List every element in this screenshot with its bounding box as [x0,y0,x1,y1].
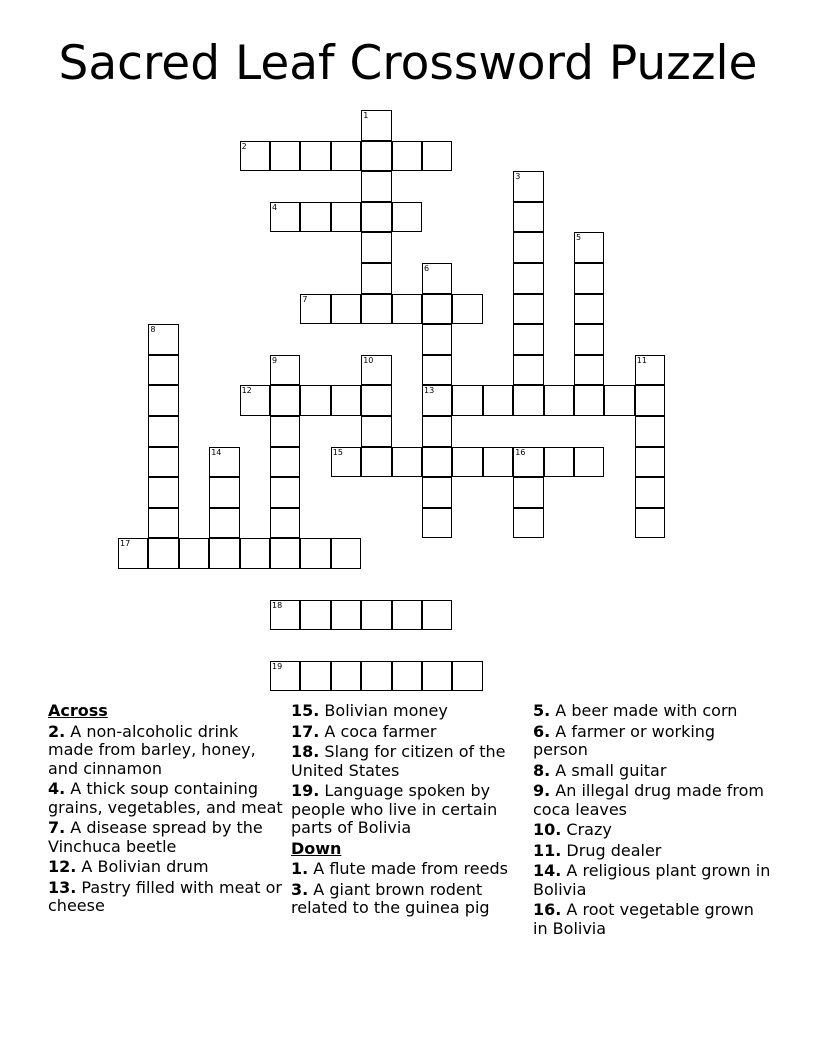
grid-cell[interactable] [270,477,300,508]
clue-item-text: A disease spread by the Vinchuca beetle [48,818,263,856]
grid-cell[interactable] [300,538,330,569]
grid-cell[interactable] [148,508,178,539]
clue-number: 3 [515,172,521,182]
grid-cell[interactable] [513,324,543,355]
grid-cell[interactable] [392,141,422,172]
clue-item-number: 10. [533,820,562,839]
clue-item-number: 19. [291,781,320,800]
clue-item-text: Language spoken by people who live in certain parts of Bolivia [291,781,498,837]
grid-cell[interactable] [240,538,270,569]
grid-cell[interactable] [422,477,452,508]
grid-cell[interactable] [422,355,452,386]
grid-cell[interactable] [513,171,543,202]
clue-number: 8 [150,325,156,335]
grid-cell[interactable] [604,385,634,416]
clue-heading: Down [291,838,342,858]
page-title: Sacred Leaf Crossword Puzzle [58,36,758,91]
grid-cell[interactable] [392,202,422,233]
clue-item [291,881,526,918]
grid-cell[interactable] [240,385,270,416]
grid-cell[interactable] [361,202,391,233]
grid-cell[interactable] [574,263,604,294]
grid-cell[interactable] [361,232,391,263]
clue-number: 14 [211,447,222,457]
grid-cell[interactable] [209,508,239,539]
grid-cell[interactable] [270,355,300,386]
grid-cell[interactable] [422,263,452,294]
grid-cell[interactable] [483,385,513,416]
grid-cell[interactable] [635,477,665,508]
grid-cell[interactable] [544,447,574,478]
grid-cell[interactable] [513,294,543,325]
grid-cell[interactable] [148,538,178,569]
grid-cell[interactable] [148,447,178,478]
clue-item-text: A non-alcoholic drink made from barley, honey, and cinnamon [48,721,256,778]
grid-cell[interactable] [300,141,330,172]
clue-item [291,723,526,742]
grid-cell[interactable] [422,416,452,447]
grid-cell[interactable] [270,508,300,539]
clue-item-text: An illegal drug made from coca leaves [533,781,764,819]
grid-cell[interactable] [422,294,452,325]
grid-cell[interactable] [361,141,391,172]
clue-item-number: 12. [48,857,77,876]
clue-item-number: 9. [533,781,551,800]
clue-item [48,819,283,856]
grid-cell[interactable] [422,141,452,172]
clue-item-number: 13. [48,877,77,897]
grid-cell[interactable] [422,600,452,631]
clue-item [291,782,526,838]
grid-cell[interactable] [422,661,452,692]
grid-cell[interactable] [422,508,452,539]
clue-item [48,780,283,817]
grid-cell[interactable] [513,477,543,508]
grid-cell[interactable] [331,661,361,692]
clue-item-text: Slang for citizen of the United States [291,742,506,780]
grid-cell[interactable] [392,294,422,325]
grid-cell[interactable] [635,385,665,416]
clue-column-2 [291,702,526,920]
grid-cell[interactable] [300,202,330,233]
grid-cell[interactable] [361,661,391,692]
clue-item-text: A beer made with corn [550,701,738,720]
grid-cell[interactable] [331,447,361,478]
clue-number: 17 [120,539,131,549]
grid-cell[interactable] [452,385,482,416]
clue-item-text: A giant brown rodent related to the guinea pig [291,879,490,917]
grid-cell[interactable] [513,232,543,263]
grid-cell[interactable] [361,355,391,386]
clue-item-number: 6. [533,721,551,741]
clue-column-1 [48,702,283,918]
clue-item-number: 8. [533,760,551,780]
clue-item-number: 3. [291,879,309,899]
grid-cell[interactable] [270,600,300,631]
clue-item-text: A farmer or working person [533,721,716,759]
clue-number: 4 [272,202,278,212]
clue-item-text: A flute made from reeds [308,859,508,878]
grid-cell[interactable] [148,477,178,508]
clue-item-number: 11. [533,840,562,860]
grid-cell[interactable] [148,416,178,447]
clue-item-text: Drug dealer [561,840,662,860]
clue-item [291,860,526,879]
clue-number: 16 [515,447,526,457]
grid-cell[interactable] [361,385,391,416]
grid-cell[interactable] [392,447,422,478]
grid-cell[interactable] [574,355,604,386]
clue-item-number: 17. [291,721,320,741]
grid-cell[interactable] [392,600,422,631]
grid-cell[interactable] [331,141,361,172]
clue-item [533,821,773,840]
grid-cell[interactable] [148,324,178,355]
clue-item-number: 14. [533,861,562,880]
clue-item-text: A thick soup containing grains, vegetables, and meat [48,779,283,817]
grid-cell[interactable] [270,447,300,478]
grid-cell[interactable] [209,447,239,478]
clue-heading: Across [48,701,108,720]
grid-cell[interactable] [148,355,178,386]
grid-cell[interactable] [513,508,543,539]
clue-item-number: 1. [291,859,309,878]
clue-column-3 [533,702,773,940]
clue-item [48,879,283,916]
grid-cell[interactable] [544,385,574,416]
grid-cell[interactable] [513,202,543,233]
clue-item [533,723,773,760]
grid-cell[interactable] [331,385,361,416]
grid-cell[interactable] [574,232,604,263]
clue-item [291,702,526,721]
grid-cell[interactable] [361,263,391,294]
clue-number: 10 [363,355,374,365]
clue-item-text: A coca farmer [319,721,437,741]
grid-cell[interactable] [422,385,452,416]
grid-cell[interactable] [452,294,482,325]
clue-number: 5 [576,233,582,243]
clue-number: 7 [302,294,308,304]
grid-cell[interactable] [148,385,178,416]
clue-item [533,702,773,721]
clue-item-number: 5. [533,701,551,720]
grid-cell[interactable] [361,600,391,631]
grid-cell[interactable] [513,385,543,416]
clue-item-text: Bolivian money [319,701,448,720]
clue-item-text: Crazy [561,820,612,839]
grid-cell[interactable] [270,661,300,692]
clue-number: 15 [332,447,343,457]
grid-cell[interactable] [513,263,543,294]
grid-cell[interactable] [574,447,604,478]
clue-item [533,782,773,819]
clue-item-text: A religious plant grown in Bolivia [533,861,771,899]
clue-item-text: A small guitar [550,760,667,780]
grid-cell[interactable] [270,202,300,233]
grid-cell[interactable] [513,447,543,478]
grid-cell[interactable] [270,385,300,416]
clue-item-text: A Bolivian drum [76,857,209,876]
clue-number: 11 [636,355,647,365]
clue-item [533,762,773,781]
grid-cell[interactable] [574,294,604,325]
grid-cell[interactable] [422,324,452,355]
clue-item-number: 16. [533,900,562,919]
clue-item-text: A root vegetable grown in Bolivia [533,900,754,938]
clue-item-number: 18. [291,742,320,761]
grid-cell[interactable] [635,447,665,478]
grid-cell[interactable] [574,385,604,416]
grid-cell[interactable] [179,538,209,569]
clue-item-number: 2. [48,721,66,741]
clue-number: 2 [241,141,247,151]
grid-cell[interactable] [422,447,452,478]
clue-item-text: Pastry filled with meat or cheese [48,877,282,915]
grid-cell[interactable] [270,538,300,569]
clue-item [533,862,773,899]
grid-cell[interactable] [331,600,361,631]
clue-item [533,901,773,938]
clue-item-number: 4. [48,779,66,798]
clue-number: 18 [272,600,283,610]
clue-number: 19 [272,661,283,671]
grid-cell[interactable] [300,600,330,631]
clue-item [291,743,526,780]
grid-cell[interactable] [392,661,422,692]
grid-cell[interactable] [361,416,391,447]
clue-number: 9 [272,355,278,365]
clue-number: 13 [424,386,435,396]
grid-cell[interactable] [270,141,300,172]
grid-cell[interactable] [452,661,482,692]
clue-item [533,842,773,861]
grid-cell[interactable] [209,538,239,569]
grid-cell[interactable] [300,661,330,692]
grid-cell[interactable] [513,355,543,386]
clue-number: 12 [241,386,252,396]
grid-cell[interactable] [300,385,330,416]
grid-cell[interactable] [209,477,239,508]
grid-cell[interactable] [331,538,361,569]
clue-number: 1 [363,111,369,120]
grid-cell[interactable] [361,110,391,141]
grid-cell[interactable] [635,416,665,447]
clue-item [48,723,283,779]
clue-item [48,858,283,877]
grid-cell[interactable] [270,416,300,447]
grid-cell[interactable] [361,294,391,325]
grid-cell[interactable] [118,538,148,569]
grid-cell[interactable] [452,447,482,478]
grid-cell[interactable] [300,294,330,325]
clue-number: 6 [424,264,430,273]
grid-cell[interactable] [574,324,604,355]
grid-cell[interactable] [331,294,361,325]
grid-cell[interactable] [331,202,361,233]
grid-cell[interactable] [635,355,665,386]
clue-item-number: 7. [48,818,66,837]
clue-item-number: 15. [291,701,320,720]
grid-cell[interactable] [361,447,391,478]
grid-cell[interactable] [483,447,513,478]
grid-cell[interactable] [635,508,665,539]
grid-cell[interactable] [361,171,391,202]
grid-cell[interactable] [240,141,270,172]
